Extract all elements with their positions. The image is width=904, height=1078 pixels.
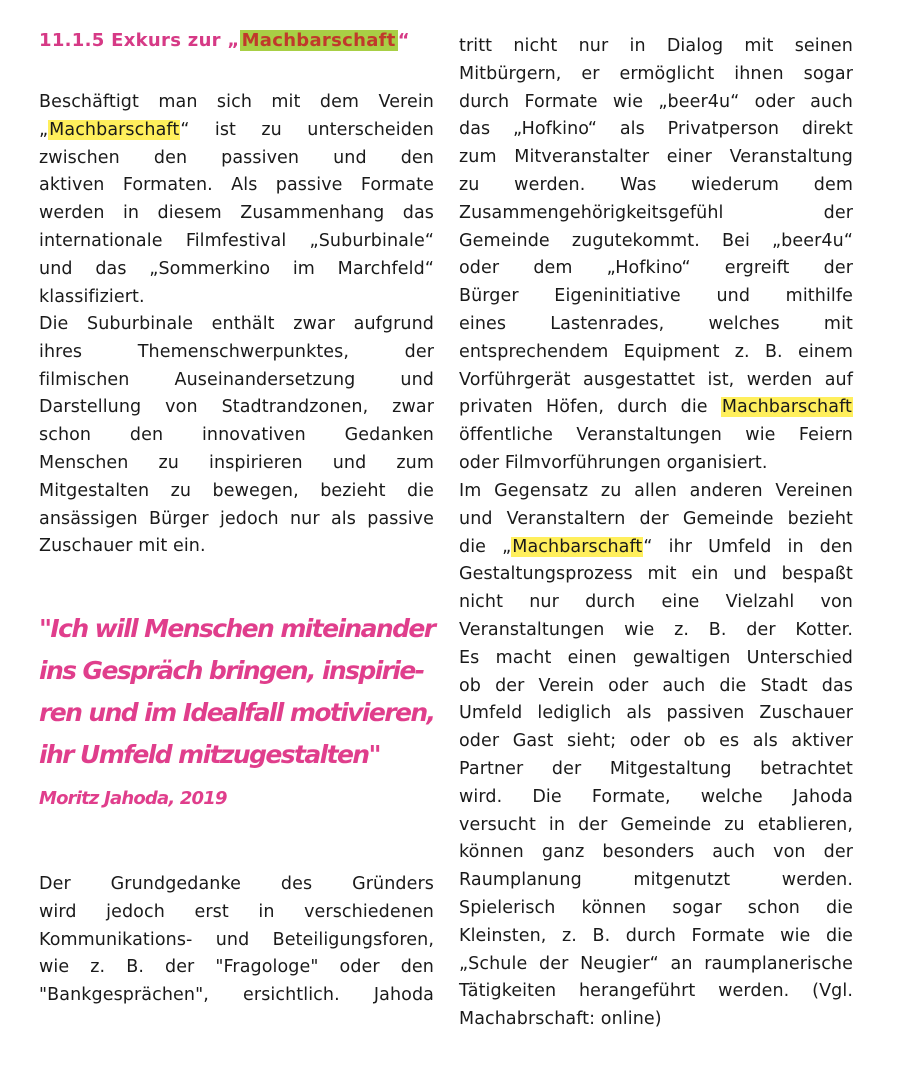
quote-line: "Ich will Menschen miteinander: [39, 614, 435, 643]
text-line: [459, 33, 853, 61]
text-fragment: tritt nicht nur in Dialog mit seinen: [459, 36, 853, 56]
text-fragment: ansässigen Bürger jedoch nur als passive: [39, 508, 434, 529]
text-fragment: Partner der Mitgestaltung betrachtet: [459, 759, 853, 779]
text-fragment: “ ihr Umfeld in den: [643, 536, 853, 557]
text-fragment: Zusammengehörigkeitsgefühl der: [459, 202, 853, 223]
text-line: [459, 339, 853, 367]
text-line: [39, 533, 434, 561]
text-line: [39, 954, 434, 982]
text-fragment: und das „Sommerkino im Marchfeld“: [39, 258, 434, 279]
text-fragment: Spielerisch können sogar schon die: [459, 898, 853, 918]
text-fragment: zwischen den passiven und den: [39, 147, 434, 168]
text-fragment: entsprechendem Equipment z. B. einem: [459, 341, 853, 362]
text-fragment: werden in diesem Zusammenhang das: [39, 203, 434, 224]
text-fragment: “ ist zu unterscheiden: [180, 119, 434, 140]
text-fragment: öffentliche Veranstaltungen wie Feiern: [459, 425, 853, 446]
text-fragment: Mitgestalten zu bewegen, bezieht die: [39, 480, 434, 501]
text-line: [459, 728, 853, 756]
text-fragment: wie z. B. der "Fragologe" oder den: [39, 957, 434, 978]
text-line: [39, 450, 434, 478]
text-fragment: aktiven Formaten. Als passive Formate: [39, 175, 434, 196]
text-fragment: Im Gegensatz zu allen anderen Vereinen: [459, 481, 853, 501]
text-line: [39, 506, 434, 534]
text-fragment: Der Grundgedanke des Gründers: [39, 874, 434, 894]
text-line: [39, 117, 434, 145]
text-fragment: Gemeinde zugutekommt. Bei „beer4u“: [459, 230, 853, 251]
text-fragment: Mitbürgern, er ermöglicht ihnen sogar: [459, 63, 853, 84]
text-line: [459, 700, 853, 728]
text-fragment: zu werden. Was wiederum dem: [459, 175, 853, 195]
text-fragment: versucht in der Gemeinde zu etablieren,: [459, 814, 853, 835]
text-fragment: durch Formate wie „beer4u“ oder auch: [459, 91, 853, 112]
text-fragment: filmischen Auseinandersetzung und: [39, 369, 434, 390]
text-fragment: internationale Filmfestival „Suburbinale“: [39, 231, 434, 251]
text-fragment: privaten Höfen, durch die: [459, 397, 721, 418]
text-line: [39, 394, 434, 422]
text-line: [39, 478, 434, 506]
highlighted-term: Machbarschaft: [721, 397, 852, 418]
text-line: [459, 561, 853, 589]
text-fragment: oder dem „Hofkino“ ergreift der: [459, 258, 853, 279]
text-line: [459, 506, 853, 534]
text-fragment: Gestaltungsprozess mit ein und bespaßt: [459, 564, 853, 585]
text-line: [459, 839, 853, 867]
text-fragment: Raumplanung mitgenutzt werden.: [459, 870, 853, 891]
text-fragment: wird. Die Formate, welche Jahoda: [459, 786, 853, 807]
text-line: [39, 339, 434, 367]
section-heading: [39, 30, 410, 51]
text-fragment: Kommunikations- und Beteiligungsforen,: [39, 929, 434, 950]
text-fragment: Zuschauer mit ein.: [39, 536, 206, 557]
text-fragment: oder Gast sieht; oder ob es als aktiver: [459, 731, 853, 752]
text-fragment: oder Filmvorführungen organisiert.: [459, 453, 768, 473]
text-fragment: die „: [459, 536, 512, 557]
heading-suffix: “: [397, 30, 410, 51]
text-line: [459, 784, 853, 812]
text-line: [39, 256, 434, 284]
text-line: [459, 589, 853, 617]
text-line: [459, 61, 853, 89]
text-fragment: Tätigkeiten herangeführt werden. (Vgl.: [459, 981, 853, 1002]
text-line: [459, 978, 853, 1006]
text-line: [39, 871, 434, 899]
text-fragment: „Schule der Neugier“ an raumplanerische: [459, 953, 853, 974]
text-line: [459, 367, 853, 395]
quote-author: Moritz Jahoda, 2019: [39, 788, 227, 809]
text-line: [459, 200, 853, 228]
text-fragment: zum Mitveranstalter einer Veranstaltung: [459, 147, 853, 168]
text-fragment: Menschen zu inspirieren und zum: [39, 453, 434, 473]
text-fragment: nicht nur durch eine Vielzahl von: [459, 592, 853, 613]
text-fragment: Umfeld lediglich als passiven Zuschauer: [459, 703, 853, 724]
text-line: [459, 812, 853, 840]
text-line: [459, 228, 853, 256]
text-fragment: Beschäftigt man sich mit dem Verein: [39, 92, 434, 112]
text-line: [459, 311, 853, 339]
text-fragment: Es macht einen gewaltigen Unterschied: [459, 647, 853, 668]
text-line: [459, 673, 853, 701]
text-line: [39, 172, 434, 200]
text-line: [39, 982, 434, 1010]
text-fragment: und Veranstaltern der Gemeinde bezieht: [459, 508, 853, 529]
text-fragment: Vorführgerät ausgestattet ist, werden auf: [459, 369, 853, 390]
text-line: [459, 172, 853, 200]
text-line: [459, 255, 853, 283]
text-fragment: ob der Verein oder auch die Stadt das: [459, 675, 853, 696]
text-line: [39, 422, 434, 450]
text-line: [39, 367, 434, 395]
text-fragment: Die Suburbinale enthält zwar aufgrund: [39, 314, 434, 334]
quote-line: ren und im Idealfall motivieren,: [39, 698, 435, 727]
text-line: [459, 534, 853, 562]
text-line: [459, 617, 853, 645]
text-line: [39, 200, 434, 228]
text-line: [459, 450, 853, 478]
heading-highlight: Machbarschaft: [241, 30, 396, 51]
text-line: [459, 951, 853, 979]
text-line: [459, 283, 853, 311]
text-line: [39, 899, 434, 927]
text-fragment: das „Hofkino“ als Privatperson direkt: [459, 119, 853, 140]
text-fragment: Veranstaltungen wie z. B. der Kotter.: [459, 620, 853, 640]
text-fragment: "Bankgesprächen", ersichtlich. Jahoda: [39, 985, 434, 1006]
text-line: [459, 645, 853, 673]
text-line: [39, 927, 434, 955]
text-line: [39, 311, 434, 339]
text-fragment: Darstellung von Stadtrandzonen, zwar: [39, 397, 434, 418]
text-fragment: wird jedoch erst in verschiedenen: [39, 901, 434, 922]
highlighted-term: Machbarschaft: [512, 536, 643, 557]
text-fragment: eines Lastenrades, welches mit: [459, 314, 853, 334]
text-fragment: können ganz besonders auch von der: [459, 842, 853, 863]
text-line: [459, 1006, 853, 1034]
quote-line: ins Gespräch bringen, inspirie-: [39, 656, 424, 685]
text-line: [459, 478, 853, 506]
quote-line: ihr Umfeld mitzugestalten": [39, 740, 380, 769]
text-fragment: ihres Themenschwerpunktes, der: [39, 341, 434, 362]
text-fragment: „: [39, 119, 49, 140]
text-line: [459, 144, 853, 172]
text-line: [459, 422, 853, 450]
text-line: [459, 394, 853, 422]
text-line: [39, 89, 434, 117]
highlighted-term: Machbarschaft: [49, 119, 180, 140]
text-line: [459, 867, 853, 895]
text-line: [39, 284, 434, 312]
text-line: [39, 228, 434, 256]
text-line: [459, 756, 853, 784]
text-fragment: Bürger Eigeninitiative und mithilfe: [459, 286, 853, 307]
text-line: [39, 145, 434, 173]
text-line: [459, 923, 853, 951]
text-fragment: schon den innovativen Gedanken: [39, 425, 434, 446]
heading-prefix: 11.1.5 Exkurs zur „: [39, 30, 240, 51]
text-fragment: klassifiziert.: [39, 286, 145, 307]
text-fragment: Kleinsten, z. B. durch Formate wie die: [459, 925, 853, 946]
text-fragment: Machabrschaft: online): [459, 1009, 662, 1030]
text-line: [459, 89, 853, 117]
text-line: [459, 895, 853, 923]
text-line: [459, 116, 853, 144]
